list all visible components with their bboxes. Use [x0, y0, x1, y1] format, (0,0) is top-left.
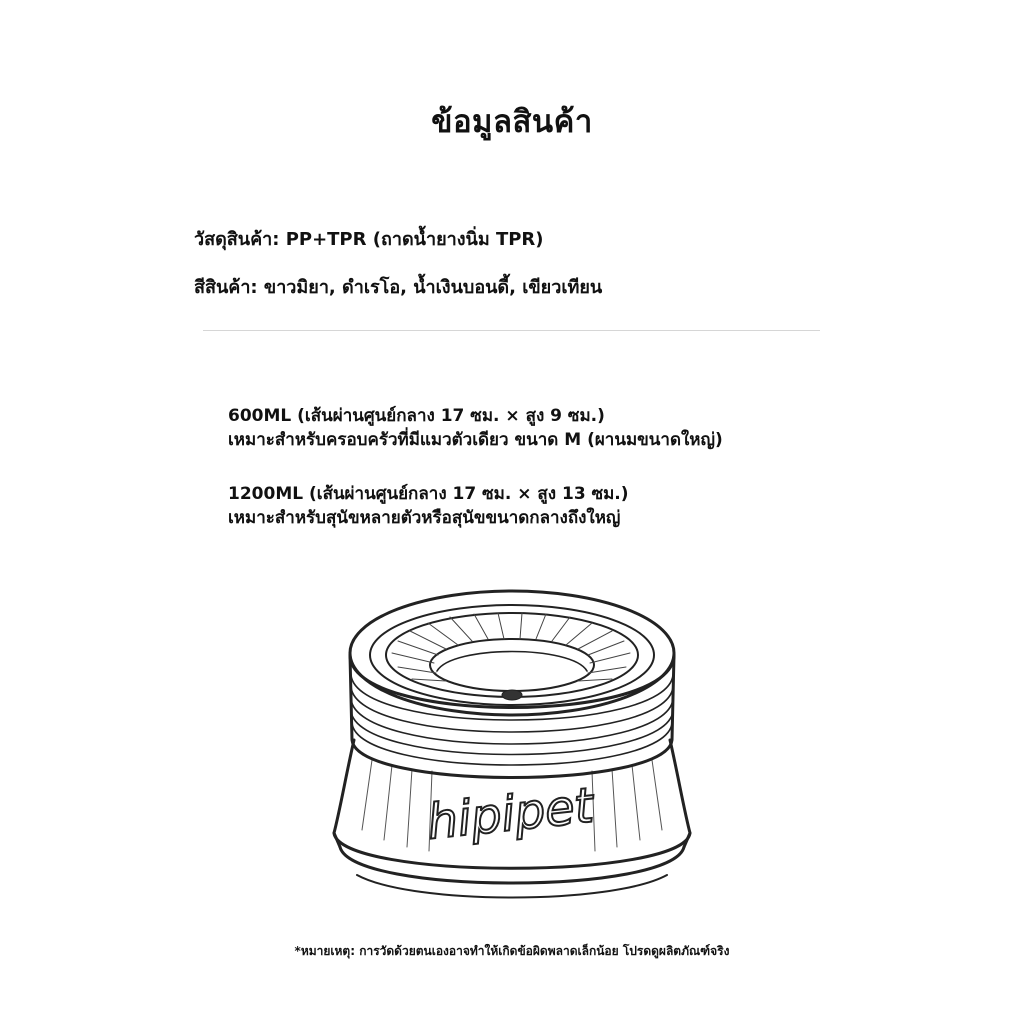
page-title: ข้อมูลสินค้า [431, 104, 593, 140]
brand-emboss: hipipet [424, 777, 596, 851]
size-1200-dimensions: 1200ML (เส้นผ่านศูนย์กลาง 17 ซม. × สูง 13 ซม.) [228, 484, 629, 504]
divider [203, 330, 820, 331]
material-spec: วัสดุสินค้า: PP+TPR (ถาดน้ำยางนิ่ม TPR) [194, 229, 544, 250]
size-1200-usage: เหมาะสำหรับสุนัขหลายตัวหรือสุนัขขนาดกลางถึงใหญ่ [228, 508, 621, 528]
pet-water-bowl-icon [312, 575, 712, 920]
size-1200-block [228, 482, 629, 530]
size-600-dimensions: 600ML (เส้นผ่านศูนย์กลาง 17 ซม. × สูง 9 ซม.) [228, 406, 605, 426]
size-600-usage: เหมาะสำหรับครอบครัวที่มีแมวตัวเดียว ขนาด M (ผานมขนาดใหญ่) [228, 430, 723, 450]
size-600-block [228, 404, 723, 452]
color-spec: สีสินค้า: ขาวมิยา, ดำเรโอ, น้ำเงินบอนดี้, เขียวเทียน [194, 277, 603, 298]
footer-note: *หมายเหตุ: การวัดด้วยตนเองอาจทำให้เกิดข้อผิดพลาดเล็กน้อย โปรดดูผลิตภัณฑ์จริง [294, 944, 730, 958]
